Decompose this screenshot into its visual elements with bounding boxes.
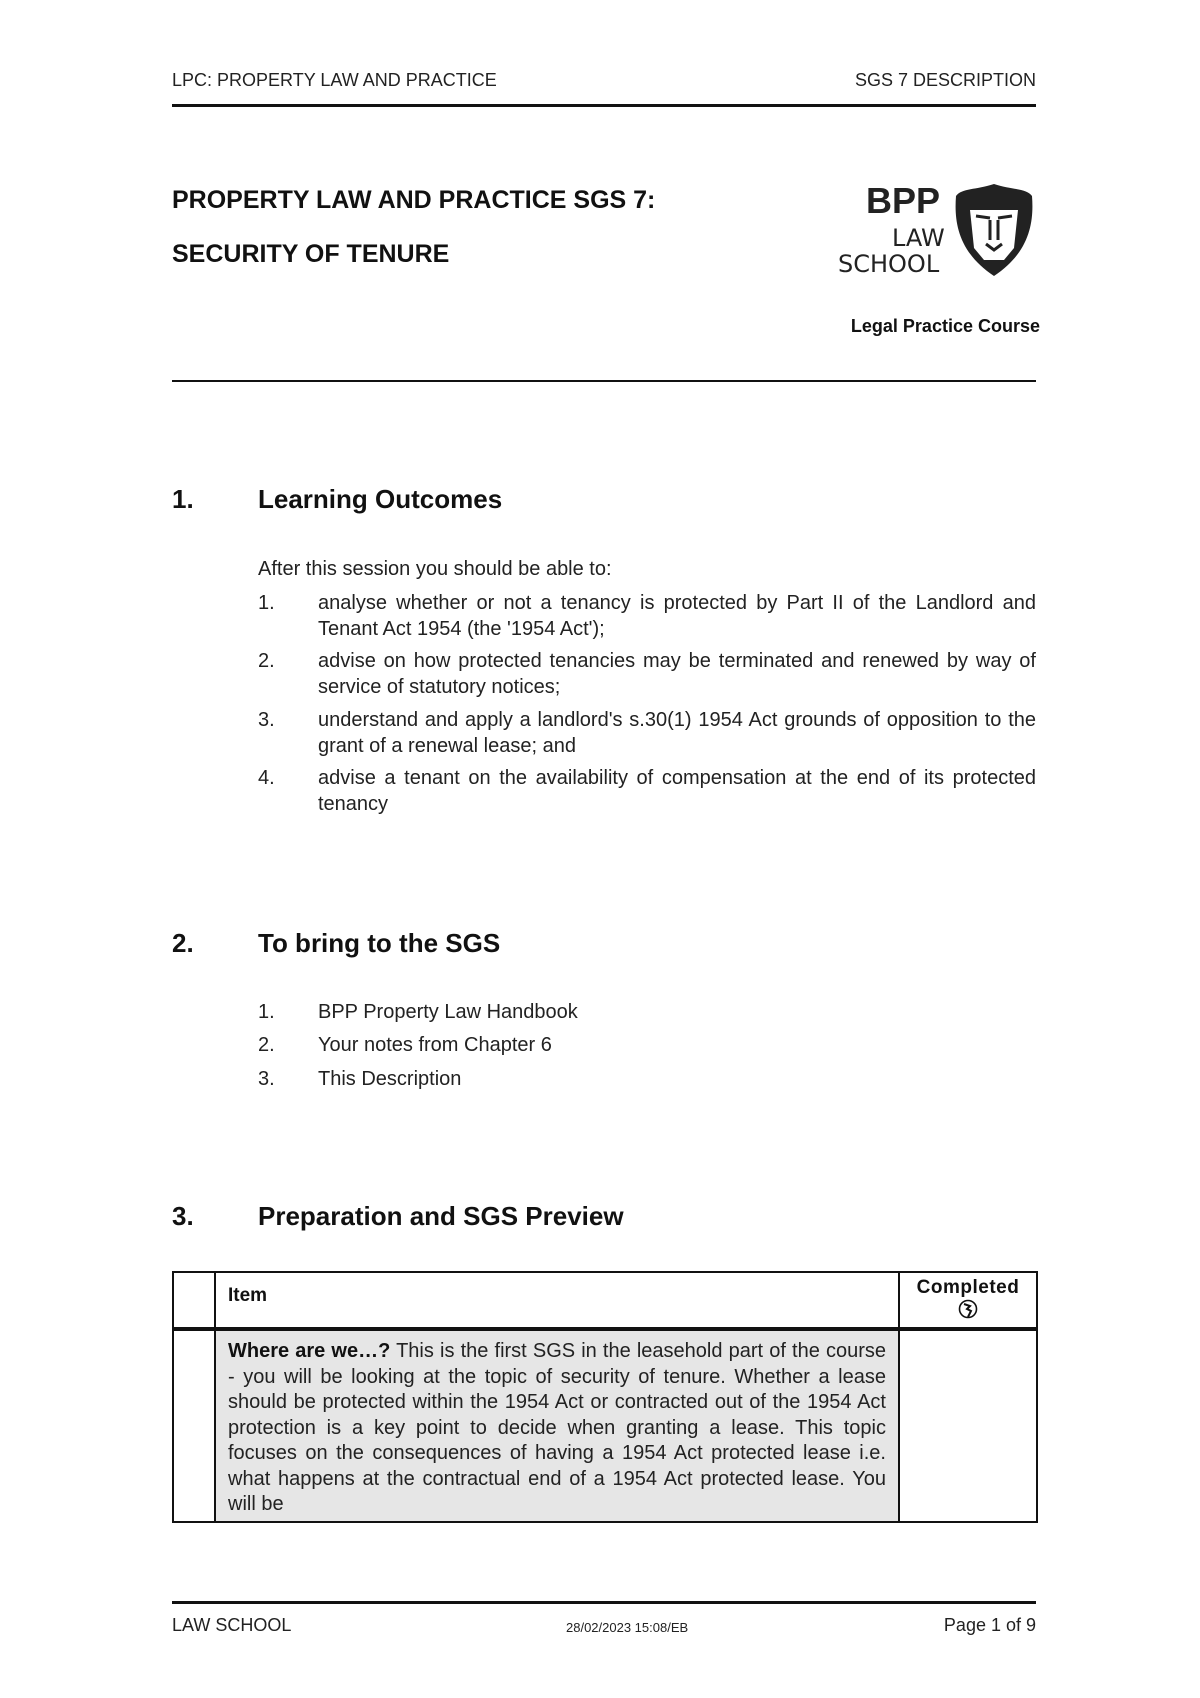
list-item: advise on how protected tenancies may be terminated and renewed by way of service of statutory notices; [318,650,1036,698]
footer-left: LAW SCHOOL [172,1615,292,1635]
item-cell: Where are we…? This is the first SGS in the leasehold part of the course - you will be looking at the topic of security of tenure. Whether a lease should be protected within the 1954 Act or contracted out of the 1954 Act protection is a key point to decide when granting a lease. This topic focuses on the consequences of having a 1954 Act protected lease i.e. what happens at the contractual end of a 1954 Act protected lease. You will be [215,1329,899,1522]
section-2-title: To bring to the SGS [258,928,501,958]
course-name: Legal Practice Course [850,316,1040,336]
list-number: 1. [258,1001,275,1023]
learning-intro: After this session you should be able to: [258,558,612,580]
list-number: 2. [258,1034,275,1056]
completed-cell[interactable] [899,1329,1037,1522]
preparation-table [172,1271,1038,1523]
globe-icon [958,1299,978,1319]
list-item: advise a tenant on the availability of compensation at the end of its protected tenancy [318,767,1036,815]
list-number: 3. [258,709,275,731]
header-rule [172,104,1036,107]
doc-title-line1: PROPERTY LAW AND PRACTICE SGS 7: [172,186,656,214]
list-item: BPP Property Law Handbook [318,1001,578,1023]
footer-date: 28/02/2023 15:08/EB [566,1620,689,1635]
list-item: This Description [318,1068,462,1090]
col-header-completed: Completed [899,1272,1037,1329]
list-number: 2. [258,650,275,672]
title-rule [172,380,1036,382]
section-1-title: Learning Outcomes [258,484,503,514]
col-header-item: Item [215,1272,899,1329]
footer-rule [172,1601,1036,1604]
section-3-number: 3. [172,1201,194,1231]
list-number: 1. [258,592,275,614]
lion-shield-icon [954,182,1034,278]
section-1-number: 1. [172,484,194,514]
table-blank-cell [173,1272,215,1329]
list-item: analyse whether or not a tenancy is protected by Part II of the Landlord and Tenant Act 1954 (the '1954 Act'); [318,592,1036,640]
section-2-number: 2. [172,928,194,958]
section-3-title: Preparation and SGS Preview [258,1201,624,1231]
list-number: 4. [258,767,275,789]
header-right: SGS 7 DESCRIPTION [854,70,1036,90]
table-blank-cell [173,1329,215,1522]
list-number: 3. [258,1068,275,1090]
doc-title-line2: SECURITY OF TENURE [172,240,450,268]
bpp-logo: BPP LAW SCHOOL [836,180,1036,280]
list-item: Your notes from Chapter 6 [318,1034,552,1056]
table-row [173,1329,1037,1522]
page-number: Page 1 of 9 [943,1615,1036,1635]
list-item: understand and apply a landlord's s.30(1) 1954 Act grounds of opposition to the grant of a renewal lease; and [318,709,1036,757]
header-left: LPC: PROPERTY LAW AND PRACTICE [172,70,497,90]
